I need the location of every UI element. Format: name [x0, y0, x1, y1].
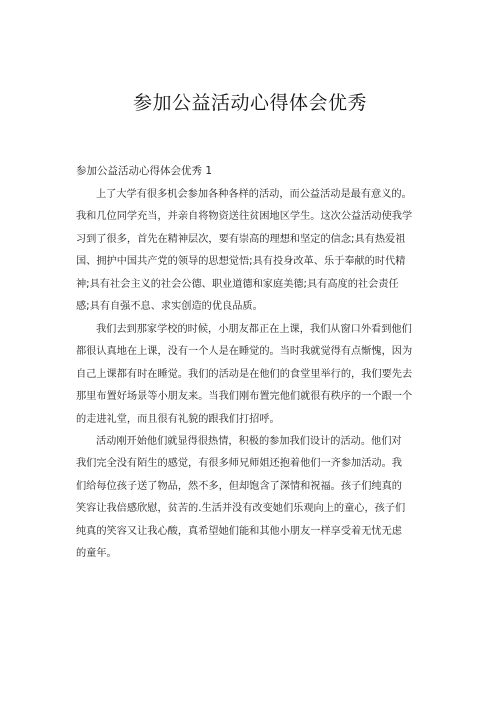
paragraph-line: 那里布置好场景等小朋友来。当我们刚布置完他们就很有秩序的一个跟一个	[76, 391, 413, 403]
paragraph-line: 神;具有社会主义的社会公德、职业道德和家庭美德;具有高度的社会责任	[76, 278, 399, 290]
paragraph-line: 都很认真地在上课，没有一个人是在睡觉的。当时我就觉得有点惭愧，因为	[76, 346, 413, 358]
paragraph-line: 我们去到那家学校的时候，小朋友都正在上课，我们从窗口外看到他们	[96, 324, 412, 335]
paragraph-line: 上了大学有很多机会参加各种各样的活动，而公益活动是最有意义的。	[96, 189, 412, 200]
paragraph-2	[76, 319, 436, 431]
paragraph-line: 感;具有自强不息、求实创造的优良品质。	[76, 301, 263, 313]
paragraph-line: 的童年。	[76, 548, 117, 560]
paragraph-line: 我和几位同学充当，并亲自将物资送往贫困地区学生。这次公益活动使我学	[76, 211, 413, 223]
section-heading: 参加公益活动心得体会优秀 1	[76, 165, 213, 177]
paragraph-line: 自己上课都有时在睡觉。我们的活动是在他们的食堂里举行的，我们要先去	[76, 368, 413, 380]
paragraph-line: 们给每位孩子送了物品，然不多，但却饱含了深情和祝福。孩子们纯真的	[76, 480, 402, 492]
paragraph-line: 活动刚开始他们就显得很热情，积极的参加我们设计的活动。他们对	[96, 436, 402, 447]
paragraph-line: 国、拥护中国共产党的领导的思想觉悟;具有投身改革、乐于奉献的时代精	[76, 256, 406, 268]
paragraph-line: 纯真的笑容又让我心酸，真希望她们能和其他小朋友一样享受着无忧无虑	[76, 525, 402, 537]
document-title: 参加公益活动心得体会优秀	[132, 92, 367, 114]
paragraph-line: 的走进礼堂，而且很有礼貌的跟我们打招呼。	[76, 413, 280, 425]
paragraph-line: 习到了很多，首先在精神层次，要有崇高的理想和坚定的信念;具有热爱祖	[76, 233, 406, 245]
paragraph-line: 笑容让我倍感欣慰，贫苦的.生活并没有改变她们乐观向上的童心，孩子们	[76, 503, 406, 515]
paragraph-1	[76, 184, 436, 318]
paragraph-3	[76, 431, 436, 565]
paragraph-line: 我们完全没有陌生的感觉，有很多师兄师姐还抱着他们一齐参加活动。我	[76, 458, 402, 470]
